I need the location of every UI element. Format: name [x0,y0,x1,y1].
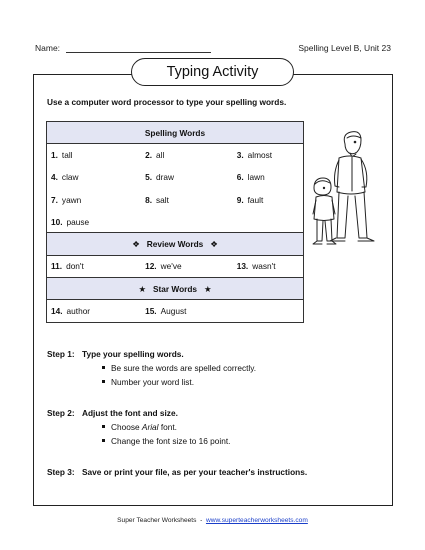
step-label: Step 3: [47,467,75,477]
bullet-list [102,361,377,389]
word-cell: 3. almost [236,150,273,161]
name-line[interactable] [66,44,211,53]
star-words-header: ★ Star Words ★ [47,278,304,300]
word-cell: 8. salt [145,194,169,205]
word-cell: 11. don't [51,261,84,272]
step-label: Step 1: [47,349,75,359]
step-2 [47,406,377,448]
review-words-header-row [47,233,304,255]
word-cell: 4. claw [51,172,79,183]
diamond-icon: ❖ [132,239,140,250]
word-cell: 12. we've [145,261,182,272]
footer [0,517,425,524]
review-words-header: ❖ Review Words ❖ [47,233,304,255]
table-row [47,211,304,233]
word-cell: 5. draw [145,172,174,183]
word-cell: 13. wasn't [236,261,276,272]
list-item: Number your word list. [102,375,377,389]
bullet-icon [102,439,105,442]
footer-link[interactable]: www.superteacherworksheets.com [205,517,308,524]
star-words-header-row [47,278,304,300]
steps-section [47,347,377,496]
name-label: Name: [35,43,61,53]
table-row [47,144,304,166]
spelling-words-table [46,121,304,323]
diamond-icon: ❖ [210,239,218,250]
bullet-icon [102,380,105,383]
step-title: Adjust the font and size. [82,408,178,418]
word-cell: 7. yawn [51,194,82,205]
instruction-text: Use a computer word processor to type your spelling words. [47,97,287,107]
step-label: Step 2: [47,408,75,418]
step-title: Save or print your file, as per your teacher's instructions. [82,467,308,477]
bullet-icon [102,366,105,369]
level-label: Spelling Level B, Unit 23 [298,43,391,53]
list-item: Be sure the words are spelled correctly. [102,361,377,375]
bullet-icon [102,425,105,428]
table-row [47,300,304,322]
step-3 [47,465,377,479]
star-icon: ★ [204,283,212,294]
word-cell: 2. all [145,150,165,161]
word-cell: 1. tall [51,150,73,161]
step-1 [47,347,377,389]
bullet-list [102,420,377,448]
table-row [47,166,304,188]
table-row [47,255,304,277]
spelling-words-header-row [47,122,304,144]
footer-text: Super Teacher Worksheets - [117,517,206,524]
word-cell: 15. August [145,306,187,317]
list-item: Choose Arial font. [102,420,377,434]
table-row [47,188,304,210]
name-field[interactable] [35,43,211,53]
spelling-words-header: Spelling Words [47,122,304,144]
star-icon: ★ [138,283,146,294]
word-cell: 14. author [51,306,91,317]
word-cell: 10. pause [51,216,90,227]
list-item: Change the font size to 16 point. [102,434,377,448]
step-title: Type your spelling words. [82,349,184,359]
father-and-son-illustration [312,128,380,248]
page-title: Typing Activity [131,58,294,86]
word-cell: 9. fault [236,194,264,205]
word-cell: 6. lawn [236,172,265,183]
